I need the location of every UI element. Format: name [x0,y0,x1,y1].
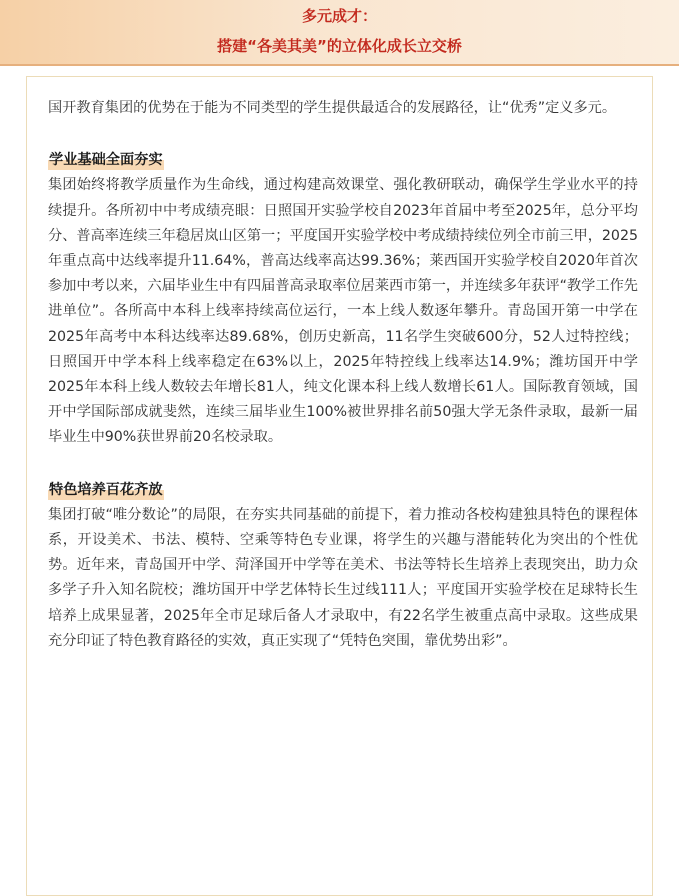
intro-paragraph: 国开教育集团的优势在于能为不同类型的学生提供最适合的发展路径，让“优秀”定义多元。 [48,100,617,116]
section-title-line2: 搭建“各美其美”的立体化成长立交桥 [217,37,462,55]
section-title-line1: 多元成才： [301,7,377,25]
subheading-text: 学业基础全面夯实 [49,152,163,169]
subheading-text: 特色培养百花齐放 [49,481,163,498]
specialty-paragraph: 集团打破“唯分数论”的局限，在夯实共同基础的前提下，着力推动各校构建独具特色的课程体系，开设美术、书法、模特、空乘等特色专业课，将学生的兴趣与潜能转化为突出的个性优势。近年来，青岛国开中学、菏泽国开中学等在美术、书法等特长生培养上表现突出，助力众多学子升入知名院校；潍坊国开中学艺体特长生过线111人；平度国开实验学校在足球特长生培养上成果显著，2025年全市足球后备人才录取中，有22名学生被重点高中录取。这些成果充分印证了特色教育路径的实效，真正实现了“凭特色突围，靠优势出彩”。 [48,506,638,649]
subheading-academic [48,148,638,173]
article-section-header [0,0,679,66]
subheading-specialty [48,478,638,503]
academic-paragraph: 集团始终将教学质量作为生命线，通过构建高效课堂、强化教研联动，确保学生学业水平的持续提升。各所初中中考成绩亮眼：日照国开实验学校自2023年首届中考至2025年，总分平均分、普高率连续三年稳居岚山区第一；平度国开实验学校中考成绩持续位列全市前三甲，2025年重点高中达线率提升11.64%，普高达线率高达99.36%；莱西国开实验学校自2020年首次参加中考以来，六届毕业生中有四届普高录取率位居莱西市第一，并连续多年获评“教学工作先进单位”。各所高中本科上线率持续高位运行，一本上线人数逐年攀升。青岛国开第一中学在2025年高考中本科达线率达89.68%，创历史新高，11名学生突破600分，52人过特控线；日照国开中学本科上线率稳定在63%以上，2025年特控线上线率达14.9%；潍坊国开中学2025年本科上线人数较去年增长81人，纯文化课本科上线人数增长61人。国际教育领域，国开中学国际部成就斐然，连续三届毕业生100%被世界排名前50强大学无条件录取，最新一届毕业生中90%获世界前20名校录取。 [48,177,638,446]
article-body [48,96,638,654]
